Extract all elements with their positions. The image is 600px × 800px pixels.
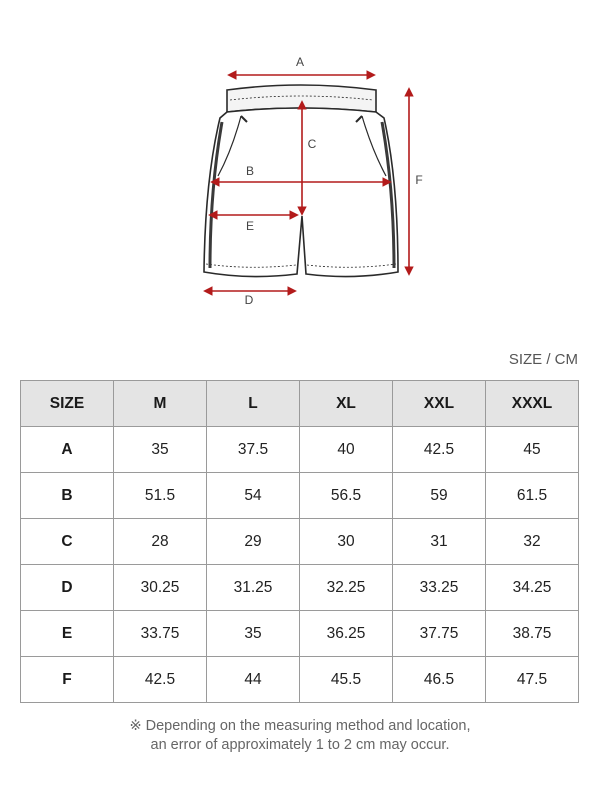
shorts-outline	[204, 85, 398, 277]
label-b: B	[245, 164, 255, 178]
table-cell: 46.5	[393, 657, 486, 703]
table-cell: 56.5	[300, 473, 393, 519]
label-c: C	[307, 137, 317, 151]
row-label: A	[21, 427, 114, 473]
shorts-measurement-diagram	[0, 0, 600, 330]
size-table	[20, 380, 579, 703]
table-cell: 34.25	[486, 565, 579, 611]
table-cell: 30	[300, 519, 393, 565]
table-row	[21, 427, 579, 473]
table-cell: 35	[207, 611, 300, 657]
table-cell: 42.5	[393, 427, 486, 473]
table-cell: 47.5	[486, 657, 579, 703]
row-label: B	[21, 473, 114, 519]
label-f: F	[415, 173, 423, 187]
table-header-row	[21, 381, 579, 427]
table-cell: 40	[300, 427, 393, 473]
shorts-illustration	[0, 0, 600, 330]
table-cell: 37.75	[393, 611, 486, 657]
header-size: SIZE	[21, 381, 114, 427]
table-cell: 44	[207, 657, 300, 703]
unit-label: SIZE / CM	[508, 351, 578, 368]
table-row	[21, 565, 579, 611]
header-xxl: XXL	[393, 381, 486, 427]
table-cell: 61.5	[486, 473, 579, 519]
table-cell: 38.75	[486, 611, 579, 657]
row-label: C	[21, 519, 114, 565]
table-cell: 45	[486, 427, 579, 473]
table-cell: 31	[393, 519, 486, 565]
table-cell: 54	[207, 473, 300, 519]
header-xl: XL	[300, 381, 393, 427]
table-cell: 32.25	[300, 565, 393, 611]
row-label: F	[21, 657, 114, 703]
header-xxxl: XXXL	[486, 381, 579, 427]
table-cell: 28	[114, 519, 207, 565]
measurement-note-line-1: ※ Depending on the measuring method and location,	[129, 718, 471, 734]
header-l: L	[207, 381, 300, 427]
measurement-note-line-2: an error of approximately 1 to 2 cm may occur.	[150, 737, 450, 753]
table-cell: 51.5	[114, 473, 207, 519]
table-cell: 35	[114, 427, 207, 473]
table-cell: 59	[393, 473, 486, 519]
table-cell: 32	[486, 519, 579, 565]
table-cell: 33.75	[114, 611, 207, 657]
table-row	[21, 519, 579, 565]
table-cell: 45.5	[300, 657, 393, 703]
table-cell: 42.5	[114, 657, 207, 703]
table-cell: 36.25	[300, 611, 393, 657]
table-cell: 31.25	[207, 565, 300, 611]
label-a: A	[295, 55, 305, 69]
table-row	[21, 657, 579, 703]
label-e: E	[245, 219, 255, 233]
row-label: D	[21, 565, 114, 611]
label-d: D	[244, 293, 254, 307]
table-cell: 37.5	[207, 427, 300, 473]
table-cell: 29	[207, 519, 300, 565]
table-cell: 33.25	[393, 565, 486, 611]
row-label: E	[21, 611, 114, 657]
table-row	[21, 611, 579, 657]
header-m: M	[114, 381, 207, 427]
table-row	[21, 473, 579, 519]
table-cell: 30.25	[114, 565, 207, 611]
